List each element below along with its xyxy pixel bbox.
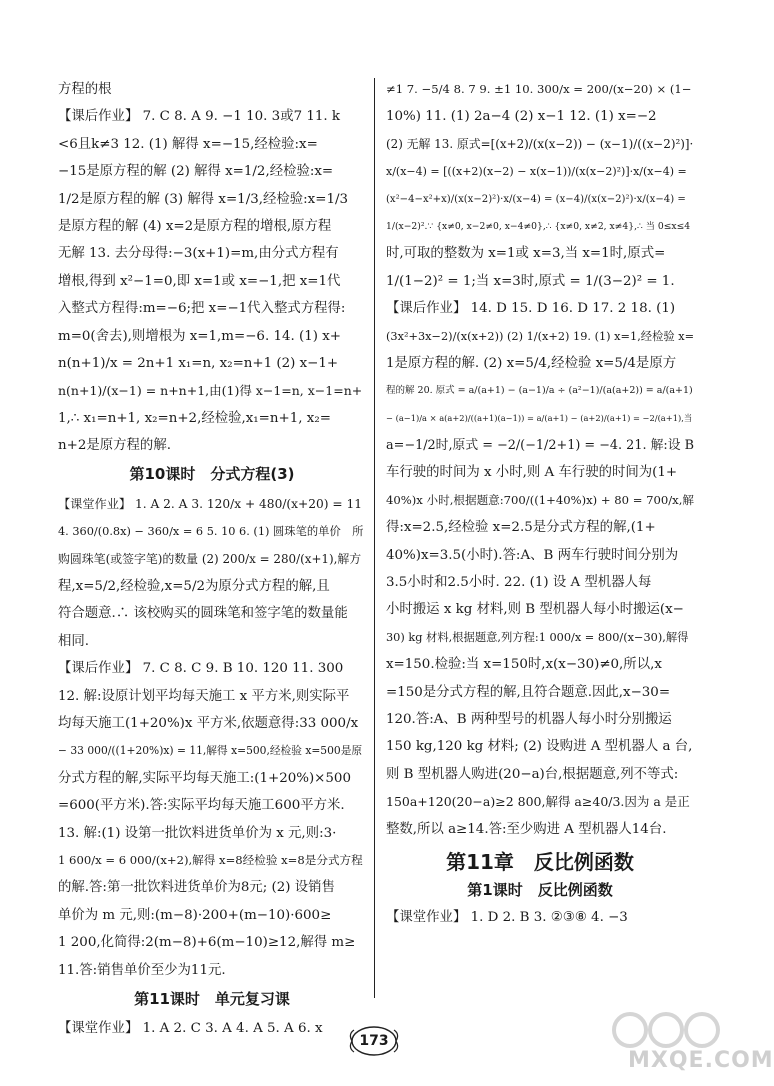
answer-line: 车行驶的时间为 x 小时,则 A 车行驶的时间为(1+ xyxy=(386,465,678,481)
answer-line: − 33 000/((1+20%)x) = 11,解得 x=500,经检验 x=500是原 xyxy=(58,744,363,758)
right-answer-lines xyxy=(386,76,694,843)
answer-line: 1,∴ x₁=n+1, x₂=n+2,经检验,x₁=n+1, x₂= xyxy=(58,410,331,426)
answer-line: 入整式方程得:m=−6;把 x=−1代入整式方程得: xyxy=(58,301,346,317)
answer-line: 30) kg 材料,根据题意,列方程:1 000/x = 800/(x−30),解得 xyxy=(386,630,689,644)
answer-line: 1/(x−2)².∵ {x≠0, x−2≠0, x−4≠0},∴ {x≠0, x≠2, x≠4},∴ 当 0≤x≤4 xyxy=(386,220,691,232)
watermark-logo xyxy=(600,1010,774,1080)
answer-line: 【课后作业】 14. D 15. D 16. D 17. 2 18. (1) xyxy=(386,301,676,317)
answer-line: 无解 13. 去分母得:−3(x+1)=m,由分式方程有 xyxy=(58,246,339,262)
lesson-title: 第1课时 反比例函数 xyxy=(467,880,613,899)
answer-line: (2) 无解 13. 原式=[(x+2)/(x(x−2)) − (x−1)/((x−2)²)]· xyxy=(386,136,694,151)
left-answer-lines-2 xyxy=(58,491,366,984)
answer-line: 11.答:销售单价至少为11元. xyxy=(58,962,226,978)
answer-line: 【课后作业】 7. C 8. A 9. −1 10. 3或7 11. k xyxy=(58,109,341,125)
answer-line: 是原方程的解 (4) x=2是原方程的增根,原方程 xyxy=(58,218,332,234)
answer-line: 的解.答:第一批饮料进货单价为8元; (2) 设销售 xyxy=(58,880,335,896)
left-answer-lines-3 xyxy=(58,1015,366,1042)
right-answer-lines-2 xyxy=(386,904,694,931)
answer-line: (x²−4−x²+x)/(x(x−2)²)·x/(x−4) = (x−4)/(x(x−2)²)·x/(x−4) = xyxy=(386,193,686,205)
answer-line: 则 B 型机器人购进(20−a)台,根据题意,列不等式: xyxy=(386,766,679,782)
answer-line: 10%) 11. (1) 2a−4 (2) x−1 12. (1) x=−2 xyxy=(386,109,657,125)
answer-line: n(n+1)/(x−1) = n+n+1,由(1)得 x−1=n, x−1=n+ xyxy=(58,383,363,399)
watermark-stamp-icon xyxy=(600,1010,740,1050)
answer-line: =600(平方米).答:实际平均每天施工600平方米. xyxy=(58,798,345,814)
page-number-badge xyxy=(348,1024,400,1058)
answer-line: 整数,所以 a≥14.答:至少购进 A 型机器人14台. xyxy=(386,821,667,837)
answer-line: 【课堂作业】 1. D 2. B 3. ②③⑧ 4. −3 xyxy=(386,909,628,925)
answer-line: 得:x=2.5,经检验 x=2.5是分式方程的解,(1+ xyxy=(386,520,656,536)
page-number: 173 xyxy=(359,1033,389,1049)
answer-line: 13. 解:(1) 设第一批饮料进货单价为 x 元,则:3· xyxy=(58,825,337,841)
answer-line: 1 200,化简得:2(m−8)+6(m−10)≥12,解得 m≥ xyxy=(58,935,356,951)
answer-line: n+2是原方程的解. xyxy=(58,438,171,454)
answer-line: 120.答:A、B 两种型号的机器人每小时分别搬运 xyxy=(386,711,672,727)
answer-line: x=150.检验:当 x=150时,x(x−30)≠0,所以,x xyxy=(386,657,662,673)
answer-line: 1是原方程的解. (2) x=5/4,经检验 x=5/4是原方 xyxy=(386,355,677,371)
answer-line: 【课堂作业】 1. A 2. A 3. 120/x + 480/(x+20) = 11 xyxy=(58,496,362,511)
answer-line: 4. 360/(0.8x) − 360/x = 6 5. 10 6. (1) 圆珠笔的单价 所 xyxy=(58,525,364,539)
answer-line: 方程的根 xyxy=(58,82,112,97)
section-heading-lesson-10: 第10课时 分式方程(3) xyxy=(129,465,295,484)
answer-line: 150 kg,120 kg 材料; (2) 设购进 A 型机器人 a 台, xyxy=(386,739,693,755)
answer-line: 购圆珠笔(或签字笔)的数量 (2) 200/x = 280/(x+1),解方 xyxy=(58,551,362,566)
answer-line: 单价为 m 元,则:(m−8)·200+(m−10)·600≥ xyxy=(58,907,332,923)
answer-line: 【课后作业】 7. C 8. C 9. B 10. 120 11. 300 xyxy=(58,661,344,677)
answer-line: 40%)x=3.5(小时).答:A、B 两车行驶时间分别为 xyxy=(386,547,679,563)
answer-line: a=−1/2时,原式 = −2/(−1/2+1) = −4. 21. 解:设 B xyxy=(386,438,694,454)
answer-line: 时,可取的整数为 x=1或 x=3,当 x=1时,原式= xyxy=(386,246,666,262)
answer-line: 40%)x 小时,根据题意:700/((1+40%)x) + 80 = 700/x,解 xyxy=(386,492,694,507)
answer-line: 【课堂作业】 1. A 2. C 3. A 4. A 5. A 6. x xyxy=(58,1021,323,1037)
answer-line: 1/(1−2)² = 1;当 x=3时,原式 = 1/(3−2)² = 1. xyxy=(386,273,675,289)
answer-line: 150a+120(20−a)≥2 800,解得 a≥40/3.因为 a 是正 xyxy=(386,794,690,810)
answer-line: 3.5小时和2.5小时. 22. (1) 设 A 型机器人每 xyxy=(386,575,652,591)
answer-line: n(n+1)/x = 2n+1 x₁=n, x₂=n+1 (2) x−1+ xyxy=(58,355,339,371)
answer-line: 小时搬运 x kg 材料,则 B 型机器人每小时搬运(x− xyxy=(386,602,684,618)
answer-line: 1/2是原方程的解 (3) 解得 x=1/3,经检验:x=1/3 xyxy=(58,191,348,207)
watermark-text: MXQE.COM xyxy=(628,1048,774,1073)
answer-line: −15是原方程的解 (2) 解得 x=1/2,经检验:x= xyxy=(58,164,334,180)
left-column xyxy=(58,76,366,1043)
left-answer-lines xyxy=(58,76,366,459)
right-column xyxy=(386,76,694,931)
answer-line: (3x²+3x−2)/(x(x+2)) (2) 1/(x+2) 19. (1) x=1,经检验 x= xyxy=(386,329,695,343)
answer-line: 均每天施工(1+20%)x 平方米,依题意得:33 000/x xyxy=(58,715,359,731)
chapter-title: 第11章 反比例函数 xyxy=(446,849,634,874)
answer-line: m=0(舍去),则增根为 x=1,m=−6. 14. (1) x+ xyxy=(58,328,342,344)
section-heading-lesson-11: 第11课时 单元复习课 xyxy=(134,989,290,1008)
answer-line: 程,x=5/2,经检验,x=5/2为原分式方程的解,且 xyxy=(58,579,330,595)
answer-line: 程的解 20. 原式 = a/(a+1) − (a−1)/a ÷ (a²−1)/(a(a+2)) = a/(a+1) xyxy=(386,385,693,397)
answer-line: <6且k≠3 12. (1) 解得 x=−15,经检验:x= xyxy=(58,136,318,152)
answer-line: 符合题意.∴ 该校购买的圆珠笔和签字笔的数量能 xyxy=(58,606,348,622)
answer-line: =150是分式方程的解,且符合题意.因此,x−30= xyxy=(386,684,671,700)
answer-line: 12. 解:设原计划平均每天施工 x 平方米,则实际平 xyxy=(58,688,350,704)
answer-line: 相同. xyxy=(58,633,90,649)
answer-line: − (a−1)/a × a(a+2)/((a+1)(a−1)) = a/(a+1) − (a+2)/(a+1) = −2/(a+1),当 xyxy=(386,412,693,423)
answer-line: 分式方程的解,实际平均每天施工:(1+20%)×500 xyxy=(58,770,351,786)
answer-line: 1 600/x = 6 000/(x+2),解得 x=8经检验 x=8是分式方程 xyxy=(58,852,363,867)
column-divider xyxy=(374,78,375,998)
answer-line: 增根,得到 x²−1=0,即 x=1或 x=−1,把 x=1代 xyxy=(58,273,341,289)
answer-line: ≠1 7. −5/4 8. 7 9. ±1 10. 300/x = 200/(x−20) × (1− xyxy=(386,82,692,96)
answer-line: x/(x−4) = [((x+2)(x−2) − x(x−1))/(x(x−2)²)]·x/(x−4) = xyxy=(386,165,687,179)
